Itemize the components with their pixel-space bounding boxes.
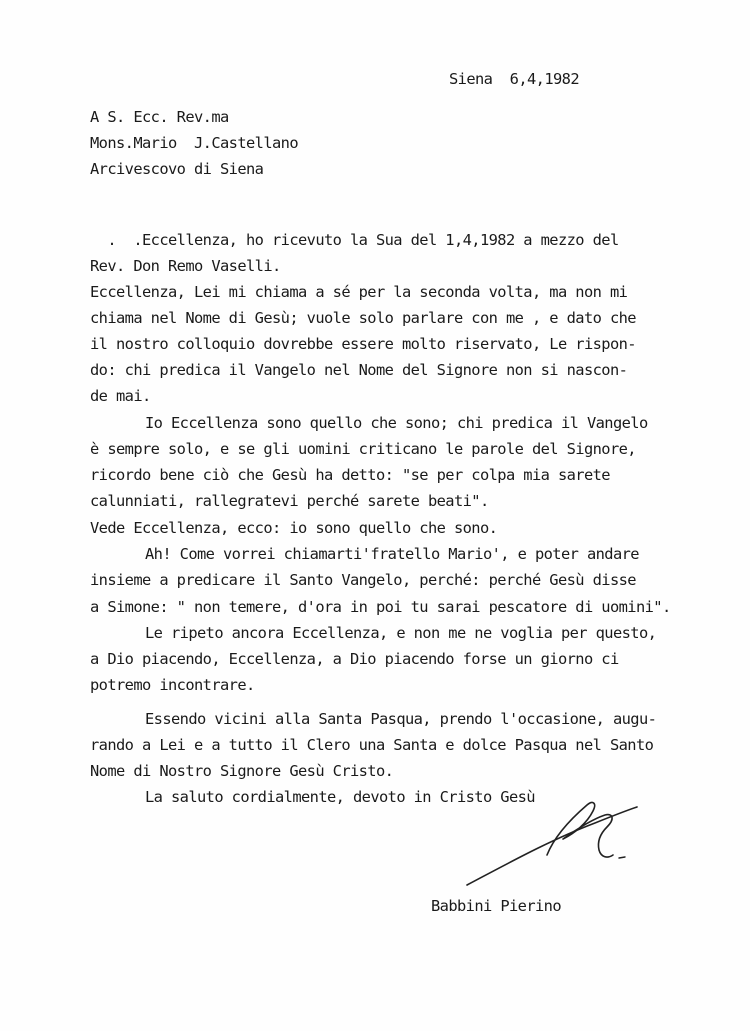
recipient-line-1: A S. Ecc. Rev.ma <box>90 108 229 126</box>
body-line: La saluto cordialmente, devoto in Cristo Gesù <box>145 788 535 806</box>
body-line: Io Eccellenza sono quello che sono; chi predica il Vangelo <box>145 414 648 432</box>
body-line: Essendo vicini alla Santa Pasqua, prendo l'occasione, augu- <box>145 710 657 728</box>
body-line: a Dio piacendo, Eccellenza, a Dio piacendo forse un giorno ci <box>90 650 619 668</box>
recipient-line-2: Mons.Mario J.Castellano <box>90 134 298 152</box>
body-line: Eccellenza, Lei mi chiama a sé per la seconda volta, ma non mi <box>90 283 628 301</box>
body-line: Rev. Don Remo Vaselli. <box>90 257 281 275</box>
body-line: il nostro colloquio dovrebbe essere molto riservato, Le rispon- <box>90 335 636 353</box>
body-line: insieme a predicare il Santo Vangelo, perché: perché Gesù disse <box>90 571 636 589</box>
body-line: do: chi predica il Vangelo nel Nome del Signore non si nascon- <box>90 361 628 379</box>
body-line: ricordo bene ciò che Gesù ha detto: "se per colpa mia sarete <box>90 466 610 484</box>
body-line: chiama nel Nome di Gesù; vuole solo parlare con me , e dato che <box>90 309 636 327</box>
body-line: Nome di Nostro Signore Gesù Cristo. <box>90 762 394 780</box>
recipient-line-3: Arcivescovo di Siena <box>90 160 264 178</box>
body-line: de mai. <box>90 387 151 405</box>
letter-date: Siena 6,4,1982 <box>449 70 579 88</box>
body-line: Le ripeto ancora Eccellenza, e non me ne voglia per questo, <box>145 624 657 642</box>
body-line: calunniati, rallegratevi perché sarete beati". <box>90 492 489 510</box>
signer-name: Babbini Pierino <box>431 897 561 915</box>
body-line: Ah! Come vorrei chiamarti'fratello Mario', e poter andare <box>145 545 639 563</box>
body-line: rando a Lei e a tutto il Clero una Santa e dolce Pasqua nel Santo <box>90 736 654 754</box>
body-line: Vede Eccellenza, ecco: io sono quello che sono. <box>90 519 498 537</box>
body-line: . .Eccellenza, ho ricevuto la Sua del 1,4,1982 a mezzo del <box>90 231 619 249</box>
body-line: potremo incontrare. <box>90 676 255 694</box>
handwritten-signature <box>455 795 645 890</box>
body-line: a Simone: " non temere, d'ora in poi tu sarai pescatore di uomini". <box>90 598 671 616</box>
body-line: è sempre solo, e se gli uomini criticano le parole del Signore, <box>90 440 636 458</box>
